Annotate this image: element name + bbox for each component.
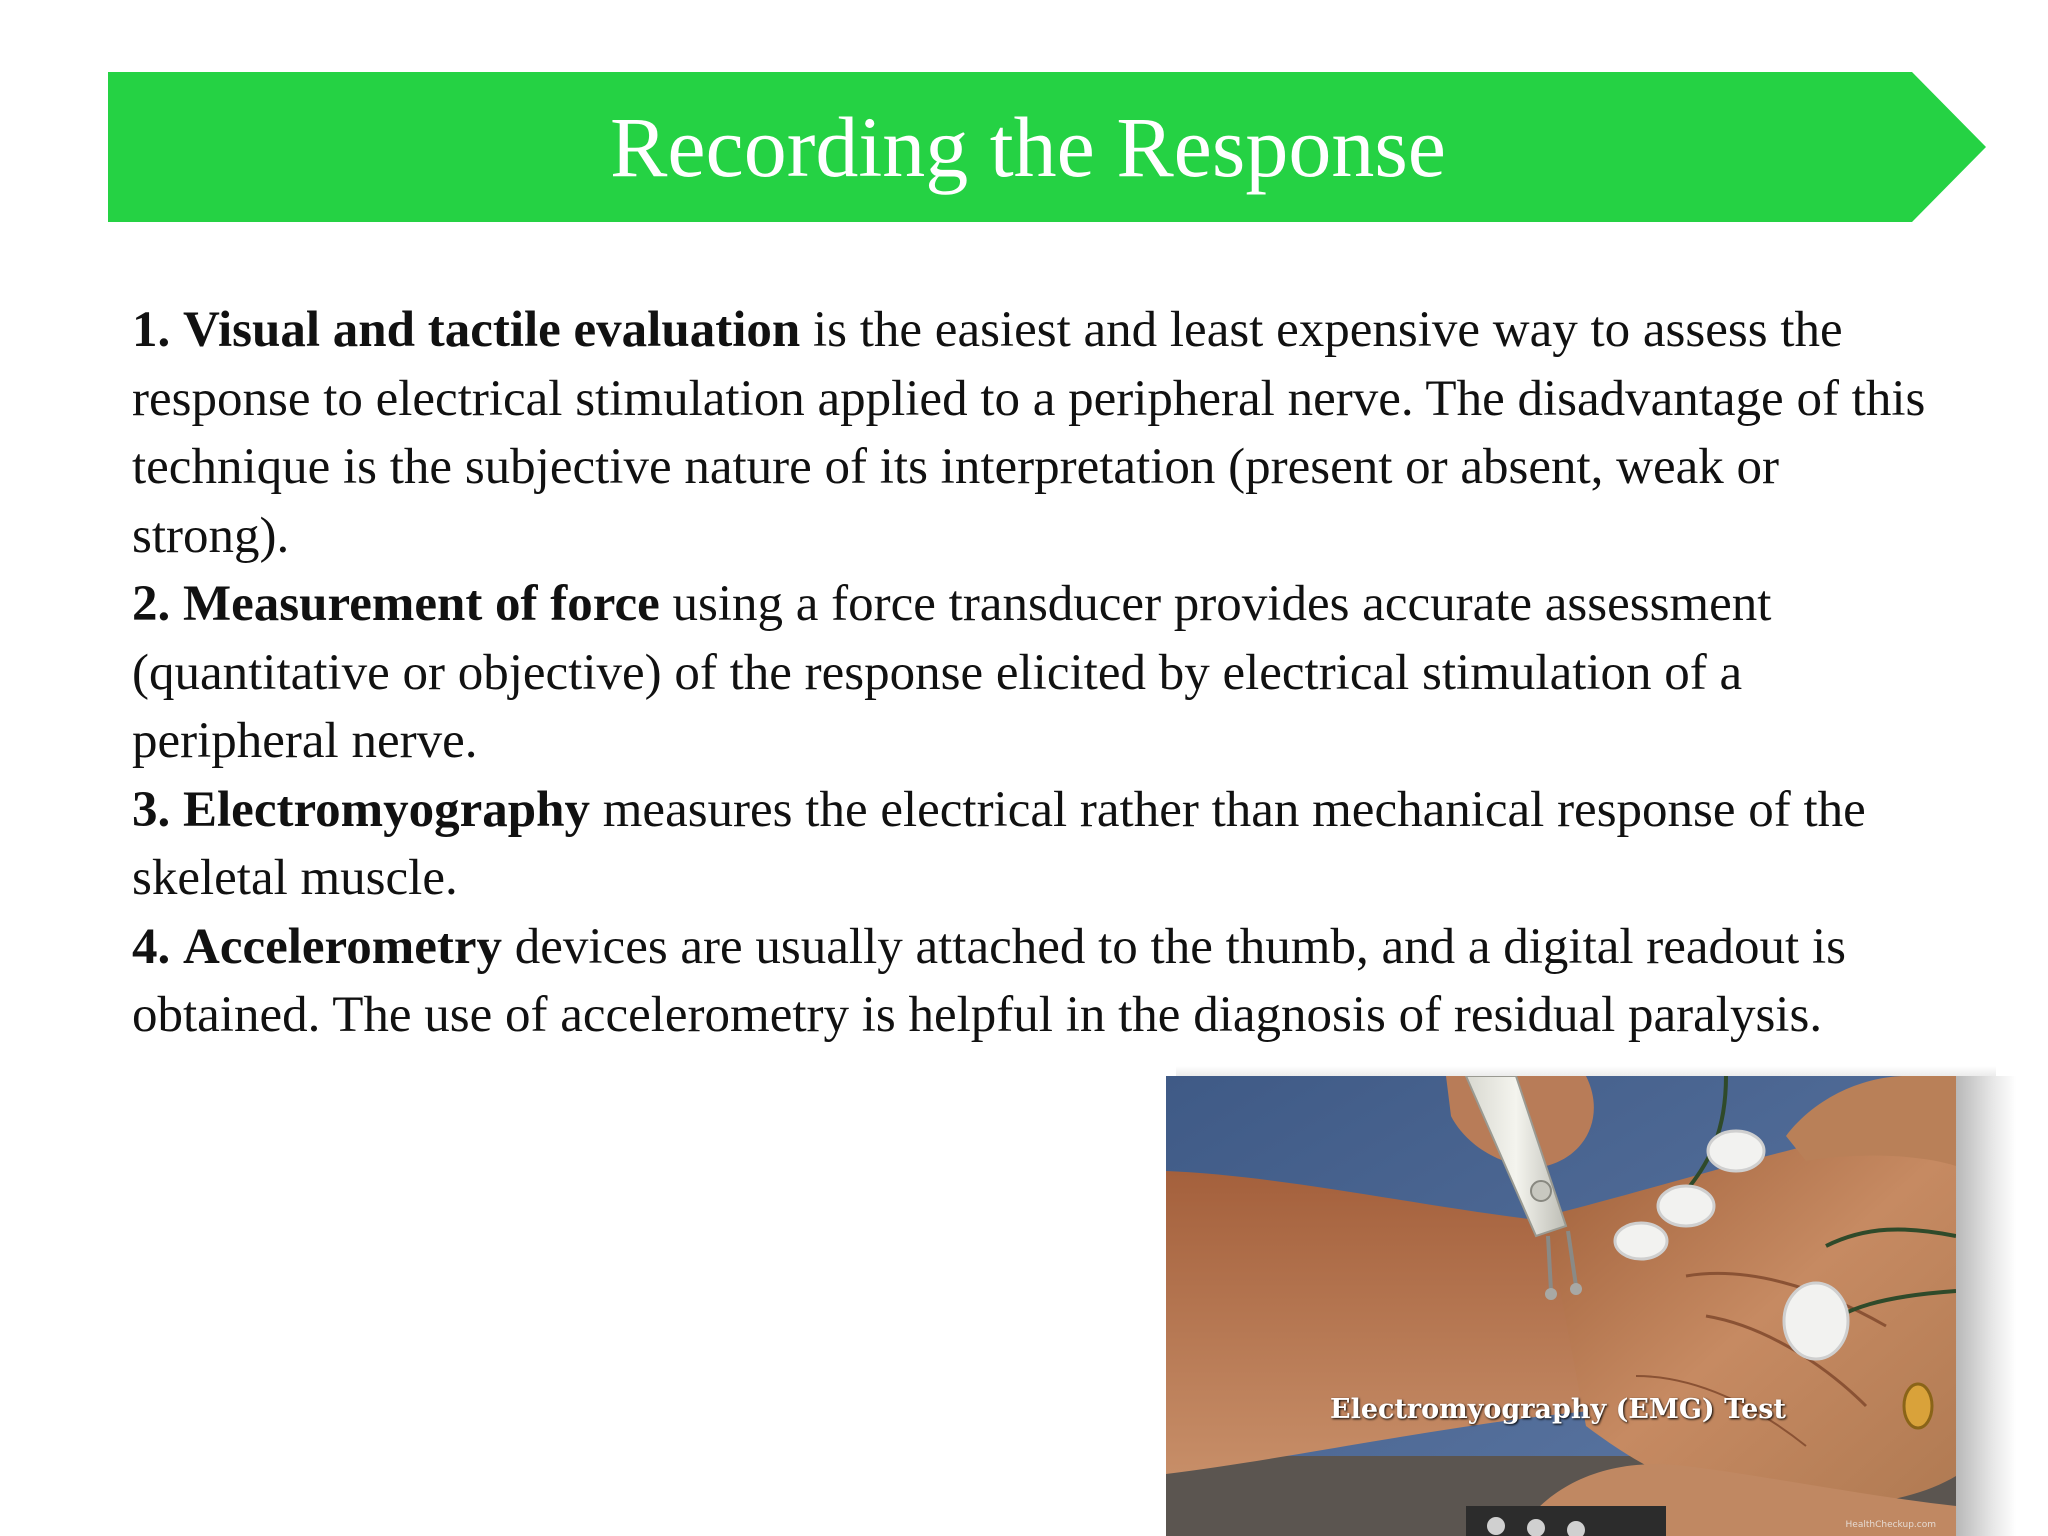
item-term: Electromyography bbox=[183, 781, 591, 838]
list-item bbox=[132, 776, 1932, 913]
item-text: measures the electrical rather than mechanical response of the skeletal muscle. bbox=[132, 781, 1866, 906]
item-term: Accelerometry bbox=[183, 918, 502, 975]
item-number: 3. bbox=[132, 781, 171, 838]
emg-illustration bbox=[1166, 1076, 1956, 1536]
emg-photo bbox=[1166, 1076, 1956, 1536]
item-text: using a force transducer provides accurate assessment (quantitative or objective) of the response elicited by electrical stimulation of a peripheral nerve. bbox=[132, 576, 1772, 769]
item-term: Measurement of force bbox=[183, 576, 660, 632]
photo-shadow bbox=[1956, 1076, 2016, 1536]
title-banner bbox=[108, 72, 1986, 222]
content-list bbox=[132, 296, 1932, 1050]
list-item bbox=[132, 296, 1932, 570]
electrode-pad bbox=[1658, 1186, 1714, 1226]
item-text: devices are usually attached to the thumb, and a digital readout is obtained. The use of accelerometry is helpful in the diagnosis of residual paralysis. bbox=[132, 918, 1846, 1043]
electrode-pad bbox=[1615, 1223, 1667, 1259]
electrode-pad bbox=[1708, 1131, 1764, 1171]
slide-title: Recording the Response bbox=[610, 99, 1446, 195]
list-item bbox=[132, 913, 1932, 1050]
photo-caption: Electromyography (EMG) Test bbox=[1330, 1394, 1786, 1425]
item-number: 4. bbox=[132, 918, 171, 975]
electrode-pad bbox=[1784, 1283, 1848, 1359]
list-item bbox=[132, 570, 1932, 776]
ring-shape bbox=[1904, 1384, 1932, 1428]
item-term: Visual and tactile evaluation bbox=[183, 302, 801, 358]
item-number: 1. bbox=[132, 302, 171, 358]
item-text: is the easiest and least expensive way to assess the response to electrical stimulation applied to a peripheral nerve. The disadvantage of this technique is the subjective nature of its interpretation (present or absent, weak or strong). bbox=[132, 302, 1926, 564]
photo-watermark: HealthCheckup.com bbox=[1845, 1520, 1936, 1530]
item-number: 2. bbox=[132, 576, 171, 632]
